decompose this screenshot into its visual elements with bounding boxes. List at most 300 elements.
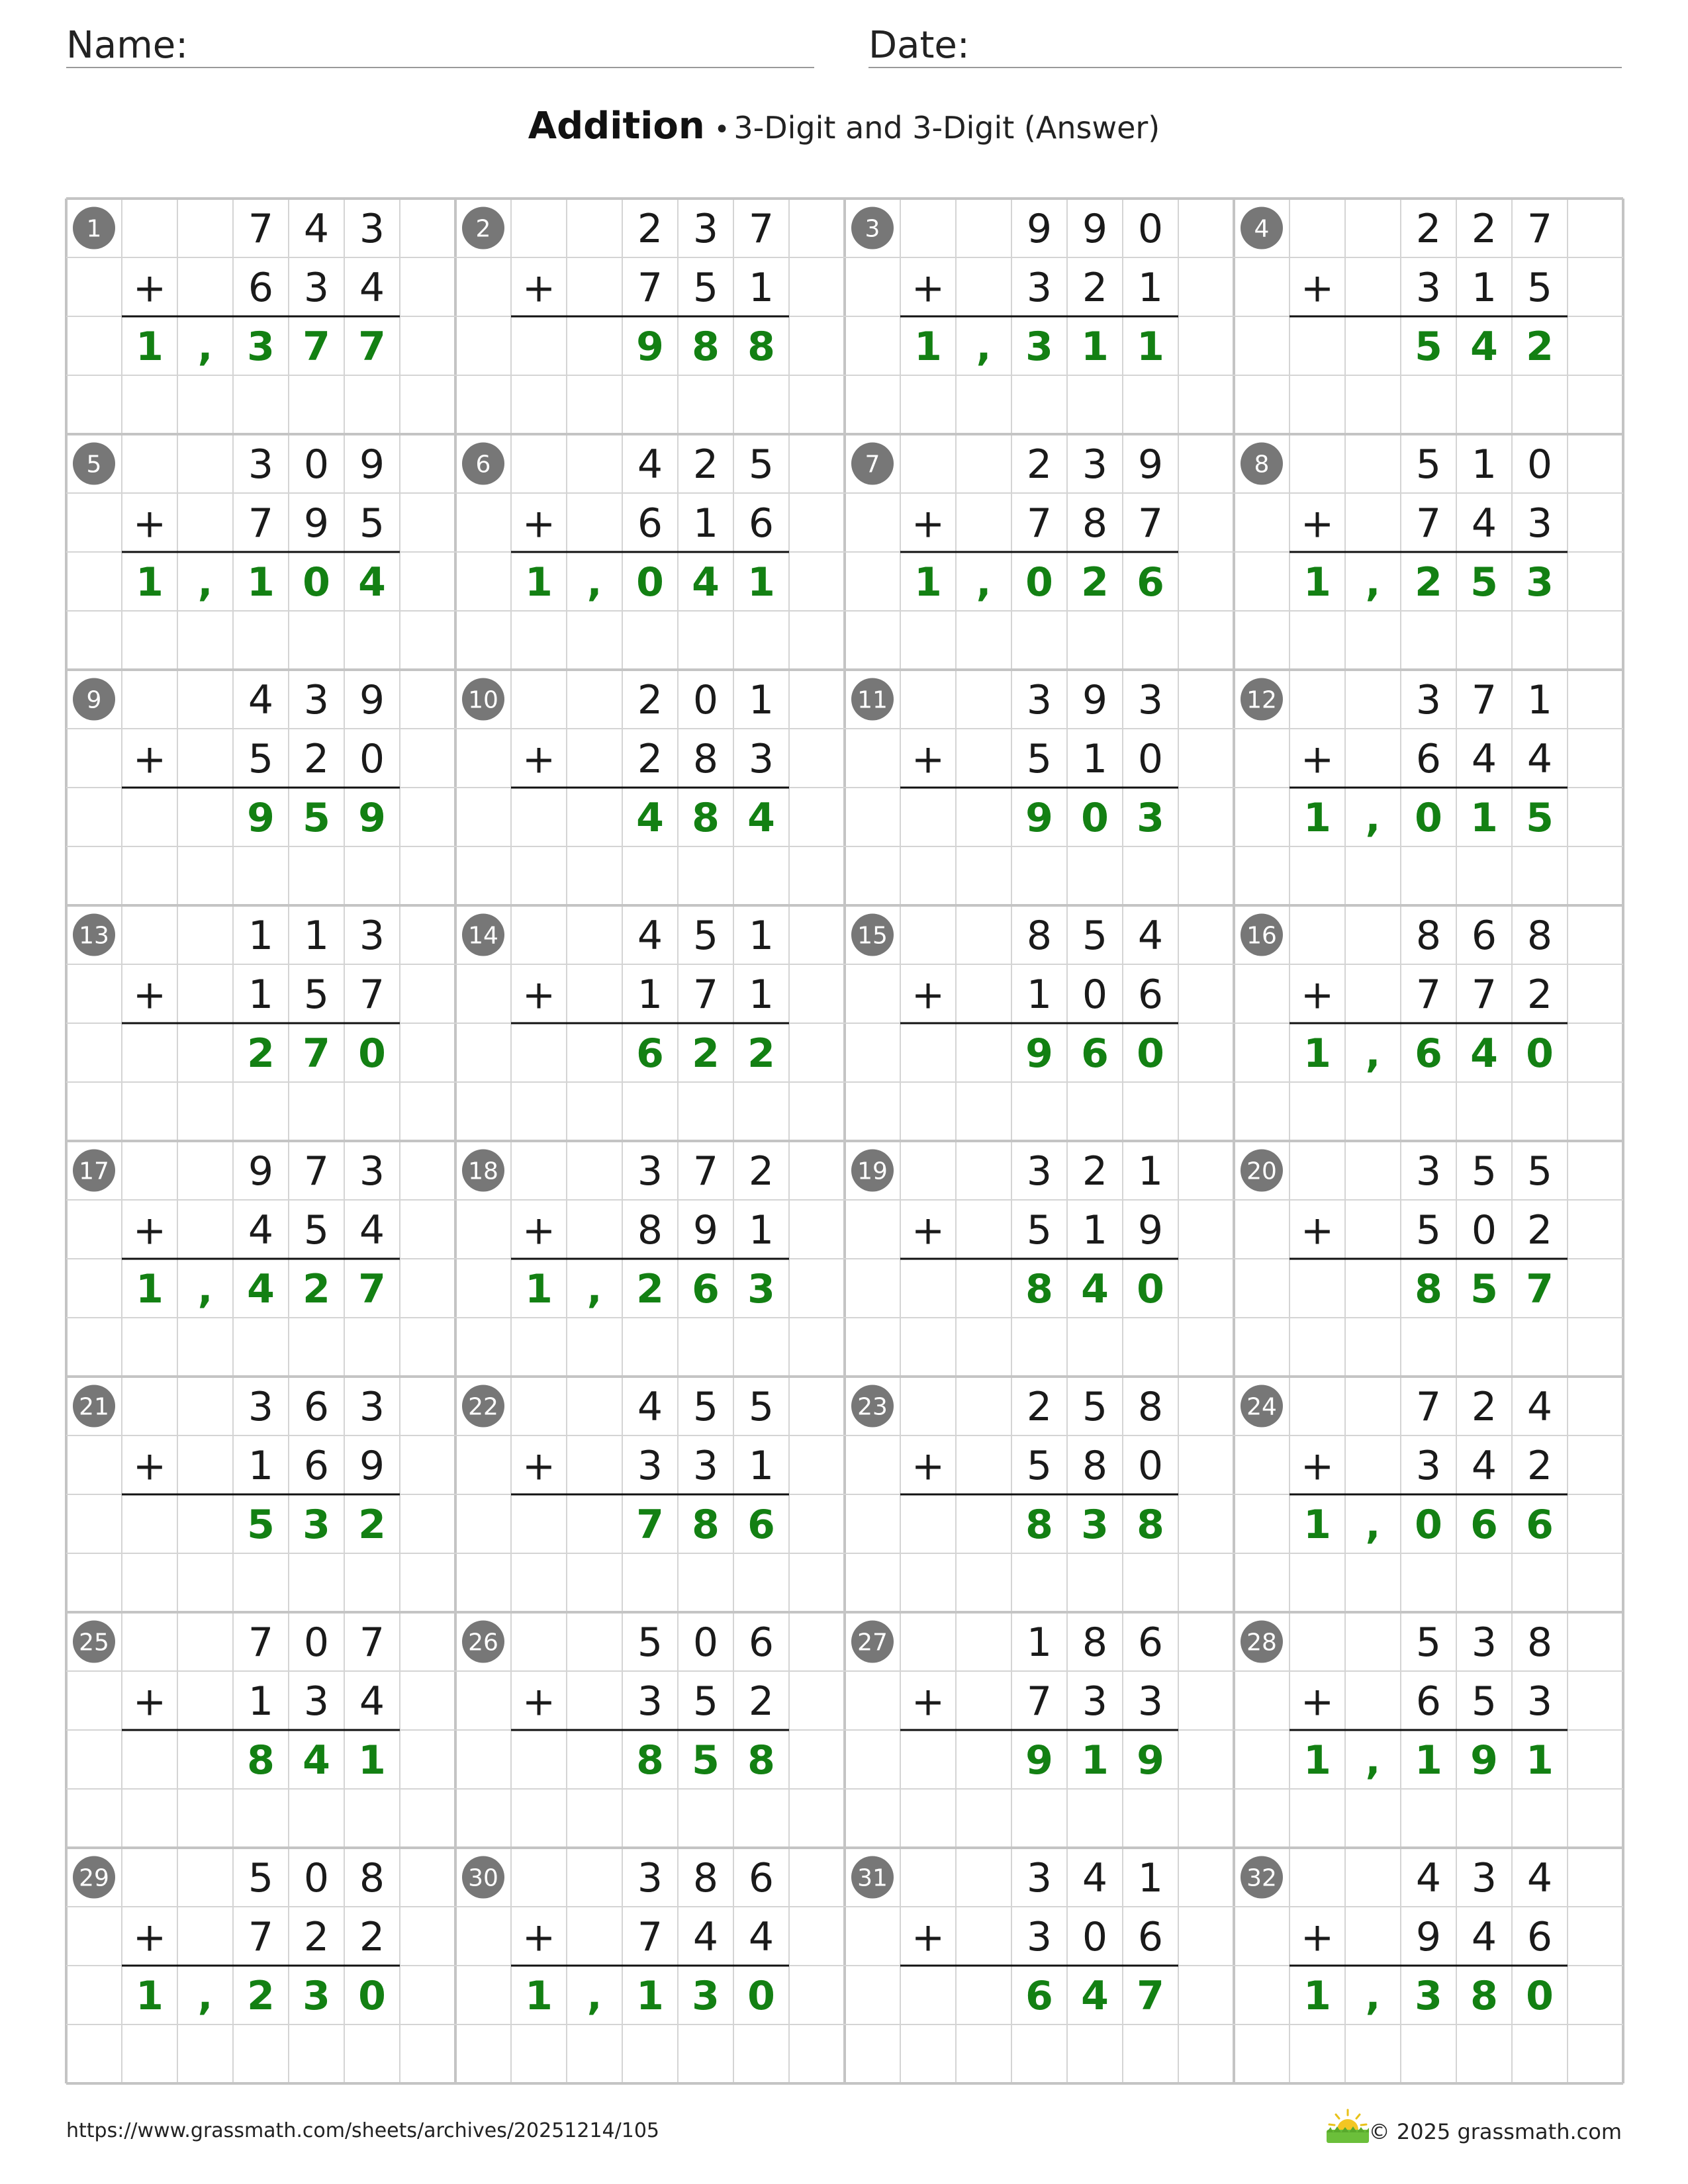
addend-bottom-digit: 6 xyxy=(1137,972,1164,1019)
addend-bottom-digit: 6 xyxy=(1415,1678,1442,1725)
answer-digit: 7 xyxy=(1137,1973,1164,2020)
addend-top-digit: 0 xyxy=(303,1619,330,1666)
addend-top-digit: 5 xyxy=(1471,1148,1497,1195)
answer-digit: , xyxy=(197,1973,213,2020)
addend-bottom-digit: 2 xyxy=(1526,1443,1553,1490)
addend-bottom-digit: 6 xyxy=(1526,1914,1553,1961)
plus-sign: + xyxy=(522,500,556,547)
addend-top-digit: 6 xyxy=(1137,1619,1164,1666)
addend-bottom-digit: 8 xyxy=(637,1207,663,1254)
addend-top-digit: 2 xyxy=(692,441,719,488)
plus-sign: + xyxy=(1300,736,1335,783)
addend-top-digit: 0 xyxy=(1137,206,1164,253)
addend-bottom-digit: 5 xyxy=(1026,736,1053,783)
addend-bottom-digit: 1 xyxy=(748,1207,774,1254)
plus-sign: + xyxy=(522,1914,556,1961)
addend-bottom-digit: 1 xyxy=(1082,1207,1108,1254)
addend-bottom-digit: 7 xyxy=(692,972,719,1019)
addend-top-digit: 1 xyxy=(1026,1619,1053,1666)
answer-digit: , xyxy=(1365,1030,1381,1077)
answer-digit: 2 xyxy=(692,1030,720,1077)
answer-digit: 8 xyxy=(1415,1266,1442,1313)
addend-top-digit: 3 xyxy=(248,1384,274,1431)
addend-top-digit: 6 xyxy=(748,1619,774,1666)
answer-digit: 1 xyxy=(525,1266,553,1313)
addend-bottom-digit: 4 xyxy=(1471,500,1497,547)
answer-digit: 2 xyxy=(1081,559,1109,606)
problem-number: 13 xyxy=(79,922,109,950)
addend-bottom-digit: 7 xyxy=(637,1914,663,1961)
problem-number: 16 xyxy=(1246,922,1277,950)
answer-digit: , xyxy=(1365,1973,1381,2020)
addend-top-digit: 3 xyxy=(692,206,719,253)
addend-top-digit: 3 xyxy=(359,913,385,960)
grid-lines xyxy=(66,199,1623,2083)
answer-digit: 6 xyxy=(1415,1030,1442,1077)
grass-sun-logo-icon xyxy=(1324,2109,1372,2146)
addend-top-digit: 2 xyxy=(1471,1384,1497,1431)
addend-bottom-digit: 5 xyxy=(1471,1678,1497,1725)
answer-digit: 1 xyxy=(1303,1030,1331,1077)
answer-digit: 0 xyxy=(358,1973,386,2020)
addend-top-digit: 0 xyxy=(692,677,719,724)
addend-top-digit: 4 xyxy=(303,206,330,253)
addend-top-digit: 1 xyxy=(748,913,774,960)
answer-digit: , xyxy=(586,1973,602,2020)
addend-bottom-digit: 8 xyxy=(692,736,719,783)
answer-digit: 8 xyxy=(247,1737,275,1784)
answer-digit: 1 xyxy=(1081,324,1109,371)
answer-digit: 1 xyxy=(636,1973,664,2020)
answer-digit: 4 xyxy=(1081,1973,1109,2020)
addend-bottom-digit: 1 xyxy=(748,265,774,312)
addend-bottom-digit: 0 xyxy=(359,736,385,783)
answer-digit: 9 xyxy=(247,795,275,842)
answer-digit: 7 xyxy=(358,324,386,371)
addend-bottom-digit: 3 xyxy=(1526,1678,1553,1725)
answer-digit: 1 xyxy=(1470,795,1498,842)
addend-top-digit: 7 xyxy=(303,1148,330,1195)
answer-digit: 1 xyxy=(136,1266,164,1313)
problem-number: 31 xyxy=(857,1864,888,1892)
answer-digit: , xyxy=(1365,1502,1381,1549)
plus-sign: + xyxy=(1300,1678,1335,1725)
problem-number: 11 xyxy=(857,686,888,714)
addend-bottom-digit: 2 xyxy=(1526,972,1553,1019)
addend-top-digit: 6 xyxy=(303,1384,330,1431)
addend-top-digit: 3 xyxy=(248,441,274,488)
addend-top-digit: 7 xyxy=(1471,677,1497,724)
problem-number: 17 xyxy=(79,1158,109,1185)
addend-top-digit: 7 xyxy=(692,1148,719,1195)
addend-top-digit: 2 xyxy=(1415,206,1442,253)
addend-bottom-digit: 9 xyxy=(359,1443,385,1490)
addend-bottom-digit: 7 xyxy=(1026,500,1053,547)
answer-digit: 3 xyxy=(1526,559,1554,606)
answer-digit: 2 xyxy=(747,1030,775,1077)
addend-bottom-digit: 2 xyxy=(1526,1207,1553,1254)
answer-digit: 2 xyxy=(1415,559,1442,606)
addend-bottom-digit: 5 xyxy=(303,972,330,1019)
addend-bottom-digit: 7 xyxy=(1137,500,1164,547)
answer-digit: 1 xyxy=(1415,1737,1442,1784)
answer-digit: 7 xyxy=(636,1502,664,1549)
addend-bottom-digit: 4 xyxy=(248,1207,274,1254)
answer-digit: 2 xyxy=(247,1973,275,2020)
problem-number: 27 xyxy=(857,1629,888,1657)
addend-bottom-digit: 1 xyxy=(637,972,663,1019)
addend-bottom-digit: 5 xyxy=(1026,1207,1053,1254)
problem-number: 28 xyxy=(1246,1629,1277,1657)
answer-digit: 1 xyxy=(1137,324,1164,371)
answer-digit: , xyxy=(976,559,992,606)
addend-top-digit: 5 xyxy=(1415,1619,1442,1666)
addend-bottom-digit: 7 xyxy=(1415,500,1442,547)
answer-digit: , xyxy=(586,1266,602,1313)
answer-digit: 3 xyxy=(1025,324,1053,371)
addend-top-digit: 1 xyxy=(303,913,330,960)
title-bullet: • xyxy=(714,114,730,145)
addend-bottom-digit: 3 xyxy=(692,1443,719,1490)
answer-digit: 1 xyxy=(914,324,942,371)
addend-bottom-digit: 0 xyxy=(1082,972,1108,1019)
addend-top-digit: 8 xyxy=(1526,1619,1553,1666)
answer-digit: 9 xyxy=(636,324,664,371)
plus-sign: + xyxy=(132,500,167,547)
answer-digit: 2 xyxy=(247,1030,275,1077)
addend-bottom-digit: 7 xyxy=(1026,1678,1053,1725)
addend-top-digit: 3 xyxy=(1471,1619,1497,1666)
problem-number: 12 xyxy=(1246,686,1277,714)
plus-sign: + xyxy=(911,500,945,547)
answer-digit: 4 xyxy=(1470,324,1498,371)
answer-digit: 1 xyxy=(1081,1737,1109,1784)
addend-top-digit: 0 xyxy=(303,1855,330,1902)
answer-digit: 2 xyxy=(636,1266,664,1313)
answer-digit: 8 xyxy=(636,1737,664,1784)
addend-bottom-digit: 5 xyxy=(1026,1443,1053,1490)
answer-digit: 0 xyxy=(1526,1030,1554,1077)
addend-top-digit: 3 xyxy=(359,206,385,253)
name-label: Name: xyxy=(66,24,189,67)
problems-layer xyxy=(73,206,1568,2019)
addend-bottom-digit: 3 xyxy=(1526,500,1553,547)
addend-bottom-digit: 4 xyxy=(1471,1914,1497,1961)
addend-bottom-digit: 1 xyxy=(748,1443,774,1490)
answer-digit: 1 xyxy=(1303,559,1331,606)
addend-top-digit: 3 xyxy=(1026,1855,1053,1902)
answer-digit: 2 xyxy=(358,1502,386,1549)
addend-top-digit: 7 xyxy=(1526,206,1553,253)
answer-digit: , xyxy=(197,1266,213,1313)
plus-sign: + xyxy=(132,736,167,783)
answer-digit: 5 xyxy=(247,1502,275,1549)
answer-digit: 4 xyxy=(1470,1030,1498,1077)
plus-sign: + xyxy=(1300,1443,1335,1490)
answer-digit: 9 xyxy=(358,795,386,842)
plus-sign: + xyxy=(911,1207,945,1254)
plus-sign: + xyxy=(132,265,167,312)
addend-top-digit: 3 xyxy=(1471,1855,1497,1902)
addend-top-digit: 3 xyxy=(1137,677,1164,724)
plus-sign: + xyxy=(1300,265,1335,312)
addend-top-digit: 1 xyxy=(748,677,774,724)
date-label: Date: xyxy=(868,24,970,67)
addend-top-digit: 5 xyxy=(248,1855,274,1902)
plus-sign: + xyxy=(1300,972,1335,1019)
problem-number: 1 xyxy=(86,215,102,243)
addend-bottom-digit: 3 xyxy=(1026,1914,1053,1961)
addend-top-digit: 5 xyxy=(637,1619,663,1666)
answer-digit: 8 xyxy=(692,795,720,842)
answer-digit: 1 xyxy=(136,559,164,606)
problem-number: 20 xyxy=(1246,1158,1277,1185)
answer-digit: 8 xyxy=(692,1502,720,1549)
addend-bottom-digit: 3 xyxy=(1415,1443,1442,1490)
addend-bottom-digit: 7 xyxy=(248,500,274,547)
addend-bottom-digit: 2 xyxy=(303,736,330,783)
answer-digit: 8 xyxy=(1025,1502,1053,1549)
addend-bottom-digit: 6 xyxy=(1415,736,1442,783)
plus-sign: + xyxy=(132,1443,167,1490)
problem-number: 8 xyxy=(1254,451,1270,478)
plus-sign: + xyxy=(522,1678,556,1725)
addend-top-digit: 2 xyxy=(1026,441,1053,488)
answer-digit: 1 xyxy=(525,559,553,606)
addend-top-digit: 4 xyxy=(1526,1384,1553,1431)
addend-top-digit: 9 xyxy=(359,677,385,724)
answer-digit: 7 xyxy=(303,1030,330,1077)
addend-bottom-digit: 1 xyxy=(248,972,274,1019)
title-subtitle: 3-Digit and 3-Digit (Answer) xyxy=(733,110,1160,146)
addend-bottom-digit: 1 xyxy=(1137,265,1164,312)
addend-top-digit: 4 xyxy=(1082,1855,1108,1902)
answer-digit: 1 xyxy=(1303,1502,1331,1549)
answer-digit: , xyxy=(197,559,213,606)
problem-number: 29 xyxy=(79,1864,109,1892)
answer-digit: 0 xyxy=(1137,1030,1164,1077)
addend-top-digit: 5 xyxy=(748,441,774,488)
addend-bottom-digit: 4 xyxy=(359,265,385,312)
answer-digit: 1 xyxy=(358,1737,386,1784)
answer-digit: 0 xyxy=(358,1030,386,1077)
addend-bottom-digit: 3 xyxy=(1415,265,1442,312)
plus-sign: + xyxy=(911,1443,945,1490)
plus-sign: + xyxy=(911,1678,945,1725)
addend-top-digit: 3 xyxy=(1026,1148,1053,1195)
problem-number: 14 xyxy=(468,922,498,950)
addend-top-digit: 3 xyxy=(359,1148,385,1195)
answer-digit: 1 xyxy=(1526,1737,1554,1784)
plus-sign: + xyxy=(522,1443,556,1490)
addend-top-digit: 3 xyxy=(637,1148,663,1195)
answer-digit: 1 xyxy=(247,559,275,606)
addend-top-digit: 9 xyxy=(1137,441,1164,488)
addend-bottom-digit: 4 xyxy=(359,1678,385,1725)
answer-digit: 5 xyxy=(303,795,330,842)
addend-top-digit: 8 xyxy=(1137,1384,1164,1431)
addend-top-digit: 1 xyxy=(1471,441,1497,488)
plus-sign: + xyxy=(911,972,945,1019)
answer-digit: 6 xyxy=(1137,559,1164,606)
addend-bottom-digit: 1 xyxy=(692,500,719,547)
answer-digit: 0 xyxy=(1081,795,1109,842)
problem-number: 24 xyxy=(1246,1393,1277,1421)
answer-digit: 1 xyxy=(525,1973,553,2020)
addend-bottom-digit: 2 xyxy=(748,1678,774,1725)
answer-digit: 1 xyxy=(1303,1737,1331,1784)
problem-number: 2 xyxy=(475,215,491,243)
answer-digit: 0 xyxy=(1025,559,1053,606)
addend-top-digit: 5 xyxy=(692,913,719,960)
plus-sign: + xyxy=(1300,1207,1335,1254)
footer-copyright: © 2025 grassmath.com xyxy=(1368,2119,1622,2144)
addend-bottom-digit: 6 xyxy=(248,265,274,312)
plus-sign: + xyxy=(132,1207,167,1254)
addend-bottom-digit: 7 xyxy=(1471,972,1497,1019)
answer-digit: 0 xyxy=(1526,1973,1554,2020)
addend-bottom-digit: 3 xyxy=(1137,1678,1164,1725)
addend-top-digit: 2 xyxy=(1082,1148,1108,1195)
addend-bottom-digit: 3 xyxy=(303,265,330,312)
answer-digit: 3 xyxy=(247,324,275,371)
addend-top-digit: 7 xyxy=(248,1619,274,1666)
addend-bottom-digit: 7 xyxy=(1415,972,1442,1019)
answer-digit: 9 xyxy=(1470,1737,1498,1784)
answer-digit: 5 xyxy=(1470,1266,1498,1313)
addend-bottom-digit: 3 xyxy=(1082,1678,1108,1725)
answer-digit: 6 xyxy=(1526,1502,1554,1549)
problem-number: 10 xyxy=(468,686,498,714)
addend-top-digit: 0 xyxy=(692,1619,719,1666)
addend-top-digit: 5 xyxy=(748,1384,774,1431)
addend-bottom-digit: 4 xyxy=(1471,1443,1497,1490)
addend-top-digit: 3 xyxy=(303,677,330,724)
addend-top-digit: 3 xyxy=(1415,1148,1442,1195)
answer-digit: 2 xyxy=(303,1266,330,1313)
answer-digit: 5 xyxy=(1526,795,1554,842)
answer-digit: , xyxy=(197,324,213,371)
answer-digit: 1 xyxy=(136,1973,164,2020)
answer-digit: 4 xyxy=(247,1266,275,1313)
addend-bottom-digit: 5 xyxy=(692,265,719,312)
addend-bottom-digit: 2 xyxy=(1082,265,1108,312)
problem-number: 22 xyxy=(468,1393,498,1421)
answer-digit: 0 xyxy=(747,1973,775,2020)
answer-digit: 0 xyxy=(636,559,664,606)
addend-bottom-digit: 3 xyxy=(303,1678,330,1725)
answer-digit: 6 xyxy=(1081,1030,1109,1077)
footer-url: https://www.grassmath.com/sheets/archives/20251214/105 xyxy=(66,2119,660,2142)
answer-digit: 4 xyxy=(747,795,775,842)
answer-digit: 3 xyxy=(303,1502,330,1549)
answer-digit: 0 xyxy=(303,559,330,606)
addend-bottom-digit: 3 xyxy=(637,1443,663,1490)
title-main: Addition xyxy=(528,105,705,148)
addend-bottom-digit: 9 xyxy=(1137,1207,1164,1254)
addend-top-digit: 6 xyxy=(1471,913,1497,960)
addend-top-digit: 4 xyxy=(637,913,663,960)
addend-bottom-digit: 6 xyxy=(637,500,663,547)
addend-bottom-digit: 2 xyxy=(303,1914,330,1961)
addend-bottom-digit: 3 xyxy=(1026,265,1053,312)
addend-top-digit: 4 xyxy=(1526,1855,1553,1902)
plus-sign: + xyxy=(522,1207,556,1254)
addend-bottom-digit: 8 xyxy=(1082,500,1108,547)
addend-top-digit: 1 xyxy=(1526,677,1553,724)
answer-digit: 5 xyxy=(1470,559,1498,606)
addend-top-digit: 9 xyxy=(1026,206,1053,253)
addend-top-digit: 4 xyxy=(637,1384,663,1431)
answer-digit: , xyxy=(586,559,602,606)
answer-digit: , xyxy=(1365,795,1381,842)
addend-top-digit: 4 xyxy=(1415,1855,1442,1902)
addend-bottom-digit: 1 xyxy=(1471,265,1497,312)
answer-digit: , xyxy=(976,324,992,371)
problem-number: 21 xyxy=(79,1393,109,1421)
answer-digit: 3 xyxy=(692,1973,720,2020)
answer-digit: 4 xyxy=(1081,1266,1109,1313)
answer-digit: 0 xyxy=(1415,1502,1442,1549)
answer-digit: 1 xyxy=(136,324,164,371)
problem-number: 26 xyxy=(468,1629,498,1657)
answer-digit: 3 xyxy=(303,1973,330,2020)
answer-digit: 3 xyxy=(1137,795,1164,842)
addend-bottom-digit: 5 xyxy=(248,736,274,783)
answer-digit: 6 xyxy=(1025,1973,1053,2020)
addend-bottom-digit: 1 xyxy=(748,972,774,1019)
addend-top-digit: 9 xyxy=(248,1148,274,1195)
answer-digit: 3 xyxy=(747,1266,775,1313)
addend-bottom-digit: 7 xyxy=(248,1914,274,1961)
answer-digit: 9 xyxy=(1025,1030,1053,1077)
addend-top-digit: 5 xyxy=(1082,913,1108,960)
plus-sign: + xyxy=(1300,1914,1335,1961)
answer-digit: 6 xyxy=(636,1030,664,1077)
addend-top-digit: 1 xyxy=(1137,1148,1164,1195)
addend-bottom-digit: 5 xyxy=(359,500,385,547)
answer-digit: 6 xyxy=(692,1266,720,1313)
problem-number: 5 xyxy=(86,451,102,478)
plus-sign: + xyxy=(911,265,945,312)
addend-bottom-digit: 7 xyxy=(637,265,663,312)
answer-digit: 8 xyxy=(1470,1973,1498,2020)
plus-sign: + xyxy=(911,1914,945,1961)
addend-top-digit: 8 xyxy=(692,1855,719,1902)
answer-digit: 8 xyxy=(747,324,775,371)
problem-number: 9 xyxy=(86,686,102,714)
addend-bottom-digit: 5 xyxy=(303,1207,330,1254)
addend-top-digit: 4 xyxy=(248,677,274,724)
addend-top-digit: 4 xyxy=(1137,913,1164,960)
addend-top-digit: 2 xyxy=(748,1148,774,1195)
answer-digit: 6 xyxy=(1470,1502,1498,1549)
answer-digit: 8 xyxy=(692,324,720,371)
addend-bottom-digit: 9 xyxy=(303,500,330,547)
addend-top-digit: 2 xyxy=(637,677,663,724)
answer-digit: 8 xyxy=(747,1737,775,1784)
addend-top-digit: 5 xyxy=(692,1384,719,1431)
plus-sign: + xyxy=(911,736,945,783)
plus-sign: + xyxy=(132,972,167,1019)
answer-digit: 1 xyxy=(747,559,775,606)
addend-bottom-digit: 0 xyxy=(1082,1914,1108,1961)
problem-number: 3 xyxy=(865,215,880,243)
problem-number: 15 xyxy=(857,922,888,950)
addend-top-digit: 0 xyxy=(303,441,330,488)
addend-top-digit: 3 xyxy=(637,1855,663,1902)
addend-bottom-digit: 6 xyxy=(1137,1914,1164,1961)
